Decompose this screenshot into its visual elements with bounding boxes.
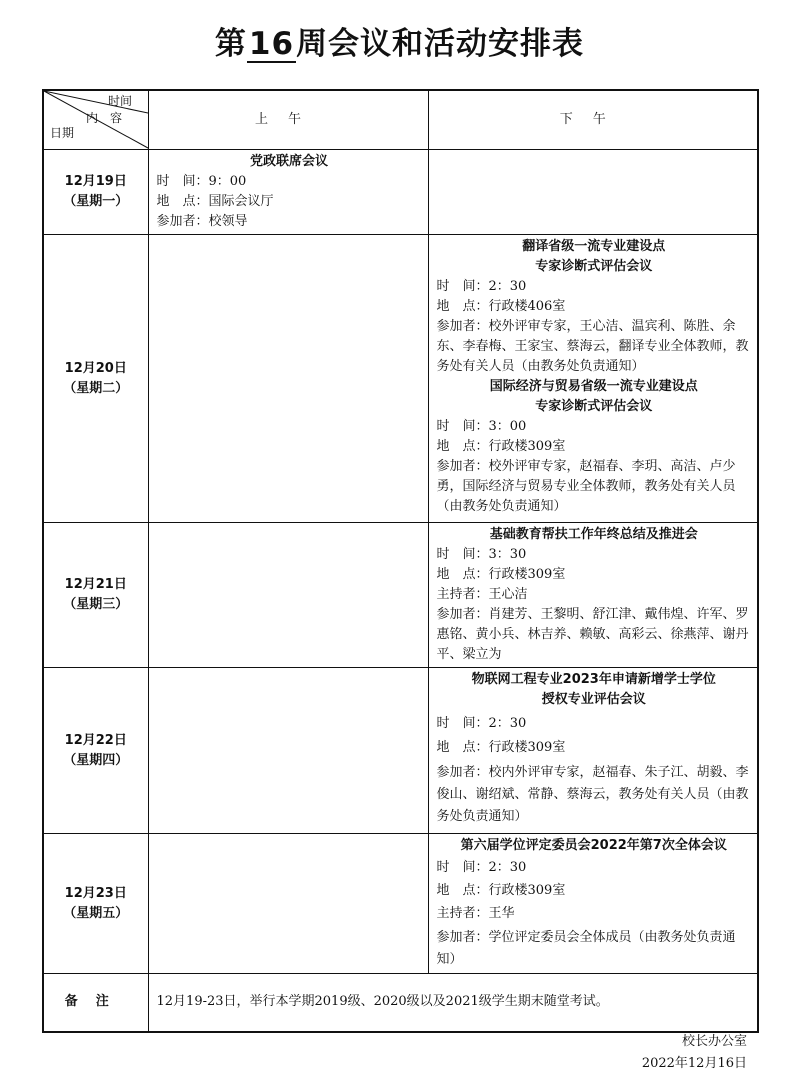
- morning-cell: [148, 523, 428, 668]
- meeting-title: 专家诊断式评估会议: [535, 399, 653, 414]
- meeting-location: 地 点：行政楼406室: [436, 299, 566, 314]
- meeting-title: 国际经济与贸易省级一流专业建设点: [489, 379, 698, 394]
- date-cell: [43, 668, 148, 834]
- day-row: [43, 235, 758, 523]
- date-label: 12月19日: [64, 174, 127, 189]
- meeting-time: 时 间：3：00: [436, 419, 527, 434]
- remark-row: [43, 974, 758, 1032]
- day-row: [43, 834, 758, 974]
- date-label: 12月23日: [64, 885, 127, 901]
- meeting-title: 授权专业评估会议: [541, 692, 646, 707]
- morning-cell: [148, 834, 428, 974]
- day-row: [43, 150, 758, 235]
- meeting-location: 地 点：行政楼309室: [436, 567, 566, 582]
- weekday-label: （星期五）: [63, 905, 129, 921]
- weekday-label: （星期一）: [63, 194, 129, 209]
- day-row: [43, 668, 758, 834]
- morning-cell: [148, 235, 428, 523]
- meeting-title: 党政联席会议: [249, 154, 328, 169]
- date-cell: [43, 523, 148, 668]
- date-label: 12月20日: [64, 360, 127, 376]
- morning-header: 上午: [148, 90, 428, 150]
- afternoon-cell: [428, 668, 758, 834]
- meeting-participants: 参加者：学位评定委员会全体成员（由教务处负责通知）: [436, 930, 736, 967]
- schedule-table: [42, 89, 759, 1033]
- title-suffix: 周会议和活动安排表: [296, 26, 585, 62]
- footer-date: 2022年12月16日: [641, 1056, 747, 1071]
- weekday-label: （星期四）: [63, 752, 129, 768]
- meeting-time: 时 间：9：00: [156, 174, 247, 189]
- meeting-host: 主持者：王华: [436, 906, 515, 921]
- meeting-time: 时 间：3：30: [436, 547, 527, 562]
- date-label: 12月22日: [64, 732, 127, 748]
- page-title: [0, 18, 799, 63]
- day-row: [43, 523, 758, 668]
- meeting-participants: 参加者：校外评审专家，赵福春、李玥、高洁、卢少勇，国际经济与贸易专业全体教师，教务处有关人员（由教务处负责通知）: [436, 459, 736, 514]
- remark-text: 12月19-23日，举行本学期2019级、2020级以及2021级学生期末随堂考试。: [148, 974, 758, 1032]
- meeting-participants: 参加者：校领导: [156, 214, 248, 229]
- meeting-title: 第六届学位评定委员会2022年第7次全体会议: [460, 838, 727, 853]
- date-label: 12月21日: [64, 577, 127, 592]
- meeting-participants: 参加者：校内外评审专家，赵福春、朱子江、胡毅、李俊山、谢绍斌、常静、蔡海云，教务处有关人员（由教务处负责通知）: [436, 765, 749, 824]
- meeting-title: 基础教育帮扶工作年终总结及推进会: [489, 527, 698, 542]
- meeting-participants: 参加者：校外评审专家，王心洁、温宾利、陈胜、余东、李春梅、王家宝、蔡海云，翻译专业全体教师，教务处有关人员（由教务处负责通知）: [436, 319, 749, 374]
- meeting-title: 翻译省级一流专业建设点: [522, 239, 666, 254]
- afternoon-cell: [428, 150, 758, 235]
- corner-time-label: 时间: [108, 94, 133, 108]
- meeting-time: 时 间：2：30: [436, 860, 527, 875]
- meeting-participants: 参加者：肖建芳、王黎明、舒江津、戴伟煌、许军、罗惠铭、黄小兵、林吉养、赖敏、高彩云、徐燕萍、谢丹平、梁立为: [436, 607, 749, 662]
- meeting-location: 地 点：国际会议厅: [156, 194, 274, 209]
- meeting-title: 专家诊断式评估会议: [535, 259, 653, 274]
- meeting-location: 地 点：行政楼309室: [436, 439, 566, 454]
- header-row: [43, 90, 758, 150]
- meeting-location: 地 点：行政楼309室: [436, 740, 566, 755]
- corner-content-label: 内 容: [86, 111, 123, 125]
- morning-cell: [148, 150, 428, 235]
- date-cell: [43, 235, 148, 523]
- meeting-time: 时 间：2：30: [436, 279, 527, 294]
- afternoon-cell: [428, 235, 758, 523]
- footer-office: 校长办公室: [681, 1034, 747, 1049]
- date-cell: [43, 834, 148, 974]
- title-prefix: 第: [214, 26, 247, 62]
- afternoon-cell: [428, 523, 758, 668]
- remark-label: 备注: [43, 974, 148, 1032]
- meeting-host: 主持者：王心洁: [436, 587, 528, 602]
- meeting-location: 地 点：行政楼309室: [436, 883, 566, 898]
- meeting-time: 时 间：2：30: [436, 716, 527, 731]
- corner-date-label: 日期: [50, 126, 75, 140]
- header-corner-cell: [43, 90, 148, 150]
- title-week-number: 16: [248, 26, 295, 62]
- afternoon-header: 下午: [428, 90, 758, 150]
- date-cell: [43, 150, 148, 235]
- weekday-label: （星期二）: [63, 380, 129, 396]
- meeting-title: 物联网工程专业2023年申请新增学士学位: [471, 672, 716, 687]
- afternoon-cell: [428, 834, 758, 974]
- weekday-label: （星期三）: [63, 597, 129, 612]
- morning-cell: [148, 668, 428, 834]
